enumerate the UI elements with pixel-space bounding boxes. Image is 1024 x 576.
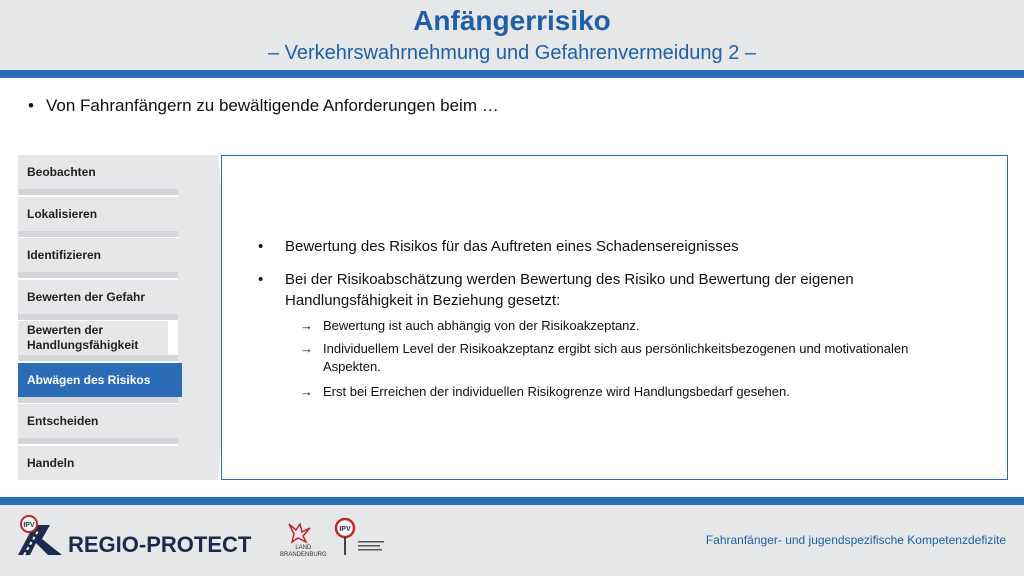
- footer-caption: Fahranfänger- und jugendspezifische Kompetenzdefizite: [705, 533, 1006, 547]
- content-sub-item: [300, 340, 960, 376]
- bullet-marker: •: [258, 238, 264, 255]
- content-bullet: [258, 236, 978, 257]
- step-divider: [18, 189, 178, 195]
- land-brandenburg-label: [280, 545, 327, 559]
- step-divider: [18, 438, 178, 444]
- step-divider: [18, 355, 178, 361]
- step-label: Bewerten der Gefahr: [27, 289, 146, 304]
- step-bewerten-gefahr[interactable]: [18, 280, 182, 314]
- step-abwaegen-risiko[interactable]: [18, 363, 182, 397]
- step-label: Beobachten: [27, 164, 96, 179]
- brand-name: REGIO-PROTECT: [68, 532, 252, 557]
- step-divider: [18, 314, 178, 320]
- intro-bullet: [28, 96, 499, 116]
- sub-item-text: Bewertung ist auch abhängig von der Risikoakzeptanz.: [323, 318, 640, 333]
- step-label: Lokalisieren: [27, 206, 98, 221]
- bullet-text: Bewertung des Risikos für das Auftreten eines Schadensereignisses: [285, 238, 739, 255]
- page-title: Anfängerrisiko: [413, 5, 611, 36]
- bullet-marker: •: [258, 271, 264, 288]
- step-label: Entscheiden: [27, 413, 99, 428]
- ipv-text-lines-icon: [358, 540, 384, 554]
- logo-badge-text: IPV: [23, 522, 35, 529]
- bullet-marker: •: [28, 96, 34, 115]
- ipv-sign-icon: [334, 518, 356, 556]
- partner-label-line: LAND: [295, 545, 312, 551]
- step-divider: [18, 397, 178, 403]
- step-label: Abwägen des Risikos: [27, 372, 151, 387]
- content-sub-item: [300, 317, 960, 335]
- footer-divider: [0, 497, 1024, 505]
- page-subtitle: – Verkehrswahrnehmung und Gefahrenvermeidung 2 –: [267, 42, 757, 64]
- sub-item-text: Individuellem Level der Risikoakzeptanz ergibt sich aus persönlichkeitsbezogenen und motivationalen Aspekten.: [323, 341, 909, 374]
- content-bullet: [258, 269, 978, 311]
- step-label: Bewerten der Handlungsfähigkeit: [27, 323, 139, 352]
- header-divider: [0, 70, 1024, 78]
- arrow-icon: →: [300, 318, 313, 333]
- step-identifizieren[interactable]: [18, 238, 182, 272]
- step-label: Handeln: [27, 455, 75, 470]
- sub-item-text: Erst bei Erreichen der individuellen Risikogrenze wird Handlungsbedarf gesehen.: [323, 384, 790, 399]
- step-beobachten[interactable]: [18, 155, 182, 189]
- eagle-icon: [286, 520, 312, 544]
- regio-protect-logo-icon: [16, 515, 66, 557]
- step-divider: [18, 272, 178, 278]
- step-bewerten-handlungsfaehigkeit[interactable]: [18, 321, 168, 355]
- arrow-icon: →: [300, 341, 313, 356]
- step-label: Identifizieren: [27, 247, 102, 262]
- intro-text: Von Fahranfängern zu bewältigende Anforderungen beim …: [46, 96, 499, 115]
- step-lokalisieren[interactable]: [18, 197, 182, 231]
- partner-label-line: BRANDENBURG: [280, 552, 327, 558]
- content-sub-item: [300, 383, 960, 401]
- step-entscheiden[interactable]: [18, 404, 182, 438]
- bullet-text: Bei der Risikoabschätzung werden Bewertung des Risiko und Bewertung der eigenen Handlungsfähigkeit in Beziehung gesetzt:: [285, 271, 854, 309]
- step-handeln[interactable]: [18, 446, 182, 480]
- header: [0, 0, 1024, 70]
- step-divider: [18, 231, 178, 237]
- arrow-icon: →: [300, 384, 313, 399]
- ipv-badge-text: IPV: [339, 526, 351, 533]
